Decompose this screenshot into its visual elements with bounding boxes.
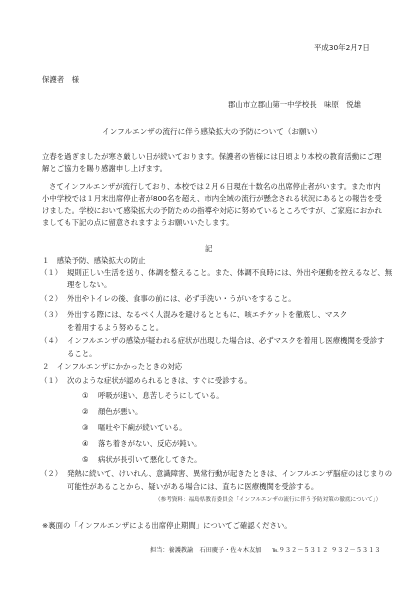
section-1-item-4-cont: ること。 bbox=[67, 349, 97, 358]
symptom-4-mark: ④ bbox=[82, 439, 89, 448]
symptom-3-mark: ③ bbox=[82, 423, 89, 432]
contact-person: 担当：養護教諭 石田慶子・佐々木友加 bbox=[150, 547, 262, 554]
section-1-item-3-text: 外出する際には、なるべく人混みを避けるとともに、咳エチケットを徹底し、マスク bbox=[67, 310, 348, 319]
section-2-item-2-text: 発熱に続いて、けいれん、意識障害、異常行動が起きたときは、インフルエンザ脳症のはじまりの bbox=[67, 469, 393, 478]
back-page-note: ※裏面の「インフルエンザによる出席停止期間」についてご確認ください。 bbox=[42, 521, 292, 530]
ki-heading: 記 bbox=[205, 244, 213, 253]
section-1-item-4-num: （４） bbox=[40, 336, 63, 345]
symptom-2-mark: ② bbox=[82, 407, 89, 416]
document-date: 平成30年2月7日 bbox=[314, 43, 370, 52]
section-1-item-2-num: （２） bbox=[40, 294, 63, 303]
document-title: インフルエンザの流行に伴う感染拡大の予防について（お願い） bbox=[102, 127, 322, 136]
symptom-2-text: 顔色が悪い。 bbox=[98, 407, 143, 416]
reference-note: （参考資料：福島県教育委員会「インフルエンザの流行に伴う予防対策の徹底について」） bbox=[155, 497, 382, 503]
intro-line-5: けました。学校において感染拡大の予防ための指導や対応に努めているところですが、ご家庭におかれ bbox=[42, 206, 382, 215]
intro-line-6: ましても下記の点に留意されますようお願いいたします。 bbox=[42, 218, 234, 227]
intro-line-1: 立春を過ぎましたが寒さ厳しい日が続いております。保護者の皆様には日頃より本校の教育活動にご理 bbox=[42, 152, 382, 161]
section-2-item-2-cont: 可能性があることから、疑いがある場合には、直ちに医療機関を受診する。 bbox=[67, 482, 319, 491]
section-1-item-2-text: 外出やトイレの後、食事の前には、必ず手洗い・うがいをすること。 bbox=[67, 294, 296, 303]
section-2-item-2-num: （２） bbox=[40, 469, 63, 478]
section-1-item-1-cont: 理をしない。 bbox=[67, 280, 112, 289]
sender-line: 郡山市立郡山第一中学校長 味原 悦雄 bbox=[228, 100, 362, 109]
intro-line-2: 解とご協力を賜り感謝申し上げます。 bbox=[42, 164, 168, 173]
section-1-item-1-text: 規則正しい生活を送り、体調を整えること。また、体調不良時には、外出や運動を控えるなど、無 bbox=[67, 268, 393, 277]
section-1-item-1-num: （１） bbox=[40, 268, 63, 277]
symptom-4-text: 落ち着きがない、反応が鈍い。 bbox=[98, 439, 202, 448]
section-2-heading: ２ インフルエンザにかかったときの対応 bbox=[42, 362, 183, 371]
contact-fax: ９３２－５３１３ bbox=[331, 547, 381, 554]
symptom-1-text: 呼吸が速い、息苦しそうにしている。 bbox=[98, 391, 224, 400]
symptom-1-mark: ① bbox=[82, 391, 89, 400]
symptom-5-mark: ⑤ bbox=[82, 455, 89, 464]
symptom-5-text: 病状が長引いて悪化してきた。 bbox=[98, 455, 202, 464]
section-1-item-3-cont: を着用するよう努めること。 bbox=[67, 323, 164, 332]
recipient-line: 保護者 様 bbox=[42, 75, 79, 84]
section-2-item-1-num: （１） bbox=[40, 376, 63, 385]
intro-line-4: 小中学校では１月末出席停止者が800名を超え、市内全域の流行が懸念される状況にあるとの報告を受 bbox=[42, 194, 382, 203]
section-2-item-1-text: 次のような症状が認められるときは、すぐに受診する。 bbox=[67, 376, 252, 385]
section-1-item-3-num: （３） bbox=[40, 310, 63, 319]
contact-phone: ℡９３２－５３１２ bbox=[272, 547, 329, 554]
intro-line-3: さてインフルエンザが流行しており、本校では２月６日現在十数名の出席停止者がいます。また市内 bbox=[49, 182, 381, 191]
section-1-heading: １ 感染予防、感染拡大の防止 bbox=[42, 256, 146, 265]
symptom-3-text: 嘔吐や下痢が続いている。 bbox=[98, 423, 187, 432]
section-1-item-4-text: インフルエンザの感染が疑われる症状が出現した場合は、必ずマスクを着用し医療機関を受診す bbox=[67, 336, 385, 345]
